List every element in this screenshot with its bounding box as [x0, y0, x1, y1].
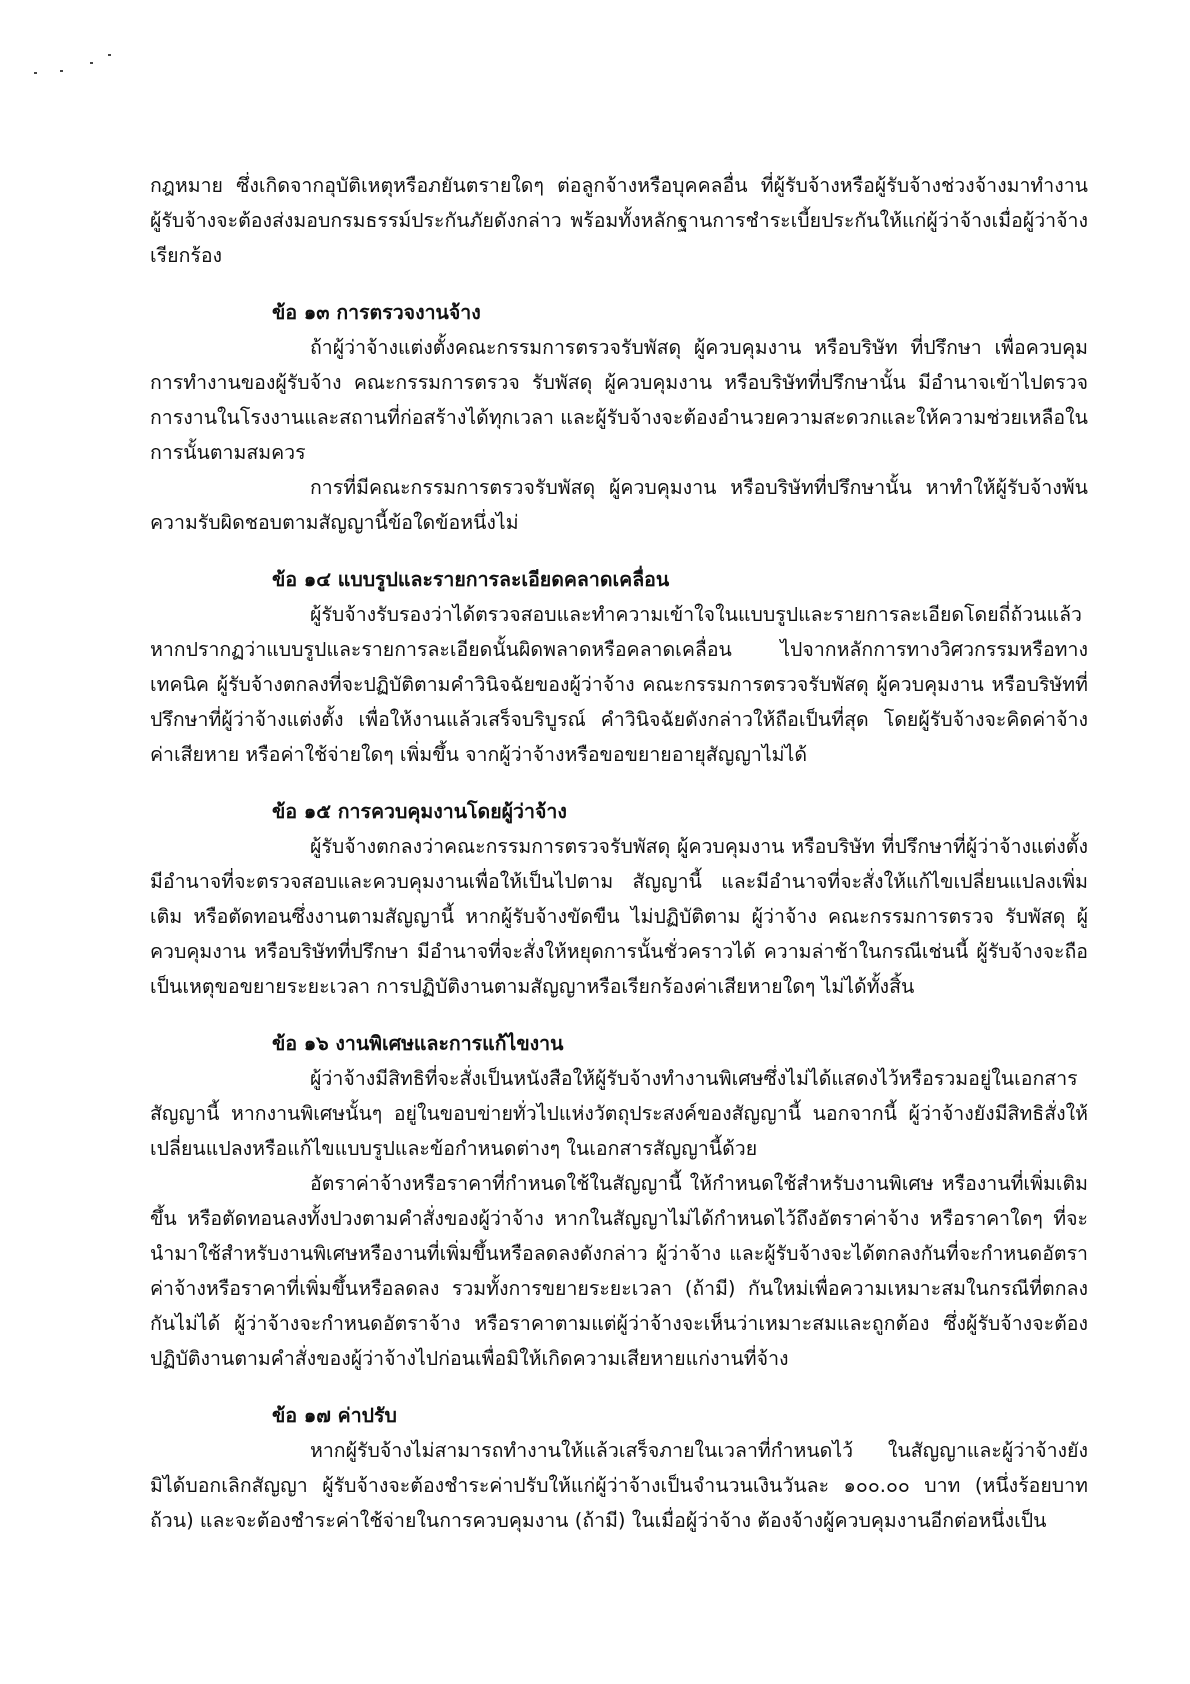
intro-paragraph: กฎหมาย ซึ่งเกิดจากอุบัติเหตุหรือภยันตรายใดๆ ต่อลูกจ้างหรือบุคคลอื่น ที่ผู้รับจ้างหรือผู้รับจ้างช่วงจ้างมาทำงาน ผู้รับจ้างจะต้องส่งมอบกรมธรรม์ประกันภัยดังกล่าว พร้อมทั้งหลักฐานการชำระเบี้ยประกันให้แก่ผู้ว่าจ้างเมื่อผู้ว่าจ้างเรียกร้อง [150, 174, 1088, 267]
section-paragraph: ผู้รับจ้างตกลงว่าคณะกรรมการตรวจรับพัสดุ ผู้ควบคุมงาน หรือบริษัท ที่ปรึกษาที่ผู้ว่าจ้างแต่งตั้ง มีอำนาจที่จะตรวจสอบและควบคุมงานเพื่อให้เป็นไปตาม สัญญานี้ และมีอำนาจที่จะสั่งให้แก้ไขเปลี่ยนแปลงเพิ่มเติม หรือตัดทอนซึ่งงานตามสัญญานี้ หากผู้รับจ้างขัดขืน ไม่ปฏิบัติตาม ผู้ว่าจ้าง คณะกรรมการตรวจ รับพัสดุ ผู้ควบคุมงาน หรือบริษัทที่ปรึกษา มีอำนาจที่จะสั่งให้หยุดการนั้นชั่วคราวได้ ความล่าช้าในกรณีเช่นนี้ ผู้รับจ้างจะถือเป็นเหตุขอขยายระยะเวลา การปฏิบัติงานตามสัญญาหรือเรียกร้องค่าเสียหายใดๆ ไม่ได้ทั้งสิ้น [150, 835, 1088, 998]
section-heading: ข้อ ๑๗ ค่าปรับ [272, 1404, 397, 1427]
document-body [150, 168, 1088, 1538]
section-paragraph: หากผู้รับจ้างไม่สามารถทำงานให้แล้วเสร็จภายในเวลาที่กำหนดไว้ ในสัญญาและผู้ว่าจ้างยังมิได้บอกเลิกสัญญา ผู้รับจ้างจะต้องชำระค่าปรับให้แก่ผู้ว่าจ้างเป็นจำนวนเงินวันละ ๑๐๐.๐๐ บาท (หนึ่งร้อยบาทถ้วน) และจะต้องชำระค่าใช้จ่ายในการควบคุมงาน (ถ้ามี) ในเมื่อผู้ว่าจ้าง ต้องจ้างผู้ควบคุมงานอีกต่อหนึ่งเป็น [150, 1439, 1088, 1532]
section-heading: ข้อ ๑๔ แบบรูปและรายการละเอียดคลาดเคลื่อน [272, 568, 670, 591]
section-15-supervision [150, 794, 1088, 1004]
section-paragraph: ผู้รับจ้างรับรองว่าได้ตรวจสอบและทำความเข้าใจในแบบรูปและรายการละเอียดโดยถี่ถ้วนแล้ว หากปรากฏว่าแบบรูปและรายการละเอียดนั้นผิดพลาดหรือคลาดเคลื่อน ไปจากหลักการทางวิศวกรรมหรือทางเทคนิค ผู้รับจ้างตกลงที่จะปฏิบัติตามคำวินิจฉัยของผู้ว่าจ้าง คณะกรรมการตรวจรับพัสดุ ผู้ควบคุมงาน หรือบริษัทที่ปรึกษาที่ผู้ว่าจ้างแต่งตั้ง เพื่อให้งานแล้วเสร็จบริบูรณ์ คำวินิจฉัยดังกล่าวให้ถือเป็นที่สุด โดยผู้รับจ้างจะคิดค่าจ้าง ค่าเสียหาย หรือค่าใช้จ่ายใดๆ เพิ่มขึ้น จากผู้ว่าจ้างหรือขอขยายอายุสัญญาไม่ได้ [150, 603, 1088, 766]
section-heading: ข้อ ๑๖ งานพิเศษและการแก้ไขงาน [272, 1032, 564, 1055]
section-paragraph: ถ้าผู้ว่าจ้างแต่งตั้งคณะกรรมการตรวจรับพัสดุ ผู้ควบคุมงาน หรือบริษัท ที่ปรึกษา เพื่อควบคุมการทำงานของผู้รับจ้าง คณะกรรมการตรวจ รับพัสดุ ผู้ควบคุมงาน หรือบริษัทที่ปรึกษานั้น มีอำนาจเข้าไปตรวจการงานในโรงงานและสถานที่ก่อสร้างได้ทุกเวลา และผู้รับจ้างจะต้องอำนวยความสะดวกและให้ความช่วยเหลือในการนั้นตามสมควร [150, 336, 1088, 464]
section-heading: ข้อ ๑๕ การควบคุมงานโดยผู้ว่าจ้าง [272, 800, 567, 823]
section-16-special-work [150, 1026, 1088, 1376]
section-14-drawing-errors [150, 562, 1088, 772]
section-paragraph: การที่มีคณะกรรมการตรวจรับพัสดุ ผู้ควบคุมงาน หรือบริษัทที่ปรึกษานั้น หาทำให้ผู้รับจ้างพ้นความรับผิดชอบตามสัญญานี้ข้อใดข้อหนึ่งไม่ [150, 476, 1088, 534]
scan-speckles [30, 52, 120, 92]
section-paragraph: อัตราค่าจ้างหรือราคาที่กำหนดใช้ในสัญญานี้ ให้กำหนดใช้สำหรับงานพิเศษ หรืองานที่เพิ่มเติมขึ้น หรือตัดทอนลงทั้งปวงตามคำสั่งของผู้ว่าจ้าง หากในสัญญาไม่ได้กำหนดไว้ถึงอัตราค่าจ้าง หรือราคาใดๆ ที่จะนำมาใช้สำหรับงานพิเศษหรืองานที่เพิ่มขึ้นหรือลดลงดังกล่าว ผู้ว่าจ้าง และผู้รับจ้างจะได้ตกลงกันที่จะกำหนดอัตราค่าจ้างหรือราคาที่เพิ่มขึ้นหรือลดลง รวมทั้งการขยายระยะเวลา (ถ้ามี) กันใหม่เพื่อความเหมาะสมในกรณีที่ตกลงกันไม่ได้ ผู้ว่าจ้างจะกำหนดอัตราจ้าง หรือราคาตามแต่ผู้ว่าจ้างจะเห็นว่าเหมาะสมและถูกต้อง ซึ่งผู้รับจ้างจะต้องปฏิบัติงานตามคำสั่งของผู้ว่าจ้างไปก่อนเพื่อมิให้เกิดความเสียหายแก่งานที่จ้าง [150, 1172, 1088, 1370]
section-heading: ข้อ ๑๓ การตรวจงานจ้าง [272, 301, 481, 324]
section-paragraph: ผู้ว่าจ้างมีสิทธิที่จะสั่งเป็นหนังสือให้ผู้รับจ้างทำงานพิเศษซึ่งไม่ได้แสดงไว้หรือรวมอยู่ในเอกสารสัญญานี้ หากงานพิเศษนั้นๆ อยู่ในขอบข่ายทั่วไปแห่งวัตถุประสงค์ของสัญญานี้ นอกจากนี้ ผู้ว่าจ้างยังมีสิทธิสั่งให้เปลี่ยนแปลงหรือแก้ไขแบบรูปและข้อกำหนดต่างๆ ในเอกสารสัญญานี้ด้วย [150, 1067, 1088, 1160]
section-13-inspection [150, 295, 1088, 540]
section-17-penalty [150, 1398, 1088, 1538]
